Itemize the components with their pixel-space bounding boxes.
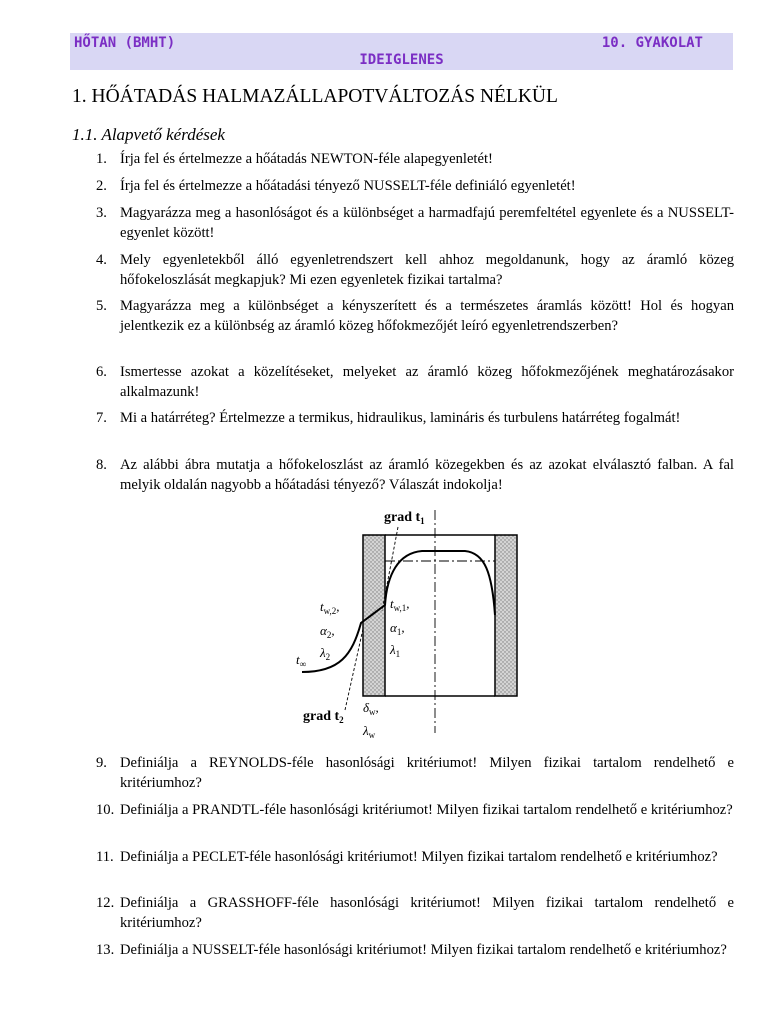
question-3 [72,203,734,243]
question-number: 8. [96,457,107,473]
question-text: Az alábbi ábra mutatja a hőfokeloszlást az áramló közegekben és az azokat elválasztó falban. A fal melyik oldalán nagyobb a hőátadási tényező? Válaszát indokolja! [120,457,734,493]
page-header [70,33,733,70]
lambda2-label: $\lambda_2$ [320,645,331,662]
question-text: Definiálja a GRASSHOFF-féle hasonlósági kritériumot! Milyen fizikai tartalom rendelhető e kritériumhoz? [120,895,734,931]
question-number: 12. [96,895,115,911]
question-text: Magyarázza meg a különbséget a kényszerített és a természetes áramlás között! Hol és hogyan jelentkezik ez a különbség az áramló közeg hőfokmezőjét leíró egyenletrendszerben? [120,298,734,334]
alpha2-label: $\alpha_2$, [320,623,335,640]
lambdaw-label: $\lambda_w$ [363,723,376,740]
tinf-label: $t_\infty$ [296,652,307,669]
question-number: 7. [96,410,107,426]
question-number: 11. [96,849,114,865]
left-wall [363,535,385,696]
question-8 [72,455,734,495]
question-number: 10. [96,802,115,818]
question-text: Írja fel és értelmezze a hőátadási tényező NUSSELT-féle definiáló egyenletét! [120,178,576,194]
question-text: Definiálja a NUSSELT-féle hasonlósági kritériumot! Milyen fizikai tartalom rendelhető e kritériumhoz? [120,942,727,958]
question-13 [72,940,734,960]
question-text: Írja fel és értelmezze a hőátadás NEWTON-féle alapegyenletét! [120,151,493,167]
question-1 [72,149,734,169]
question-text: Definiálja a REYNOLDS-féle hasonlósági kritériumot! Milyen fizikai tartalom rendelhető e kritériumhoz? [120,755,734,791]
question-text: Definiálja a PRANDTL-féle hasonlósági kritériumot! Milyen fizikai tartalom rendelhető e kritériumhoz? [120,802,733,818]
question-10 [72,800,734,820]
question-5 [72,296,734,336]
question-number: 1. [96,151,107,167]
question-number: 9. [96,755,107,771]
question-text: Magyarázza meg a hasonlóságot és a különbséget a harmadfajú peremfeltétel egyenlete és a NUSSELT-egyenlet között! [120,205,734,241]
question-7 [72,408,734,428]
question-text: Mely egyenletekből álló egyenletrendszert kell ahhoz megoldanunk, hogy az áramló közeg hőfokeloszlását megkapjuk? Mi ezen egyenletek fizikai tartalma? [120,252,734,288]
question-text: Mi a határréteg? Értelmezze a termikus, hidraulikus, lamináris és turbulens határréteg fogalmát! [120,410,681,426]
question-text: Definiálja a PECLET-féle hasonlósági kritériumot! Milyen fizikai tartalom rendelhető e kritériumhoz? [120,849,718,865]
course-title: HŐTAN (BMHT) [74,35,176,51]
question-number: 2. [96,178,107,194]
question-number: 5. [96,298,107,314]
section-title: 1. HŐÁTADÁS HALMAZÁLLAPOTVÁLTOZÁS NÉLKÜL [72,86,558,107]
temperature-distribution-figure [290,505,530,745]
grad2-label: grad $t_2$ [303,709,344,725]
question-12 [72,893,734,933]
session-title: 10. GYAKOLAT [601,35,703,51]
question-number: 13. [96,942,115,958]
status-label: IDEIGLENES [359,52,444,68]
right-wall [495,535,517,696]
question-2 [72,176,734,196]
alpha1-label: $\alpha_1$, [390,620,405,637]
grad1-label: grad $t_1$ [384,510,425,526]
question-number: 3. [96,205,107,221]
question-9 [72,753,734,793]
subsection-title: 1.1. Alapvető kérdések [72,125,225,144]
question-6 [72,362,734,402]
question-number: 6. [96,364,107,380]
question-text: Ismertesse azokat a közelítéseket, melyeket az áramló közeg hőfokmezőjének meghatározásakor alkalmazunk! [120,364,734,400]
deltaw-label: $\delta_w$, [363,700,379,717]
lambda1-label: $\lambda_1$ [390,642,401,659]
question-number: 4. [96,252,107,268]
tw2-label: $t_{w,2}$, [320,599,340,616]
question-4 [72,250,734,290]
tw1-label: $t_{w,1}$, [390,596,410,613]
question-11 [72,847,734,867]
